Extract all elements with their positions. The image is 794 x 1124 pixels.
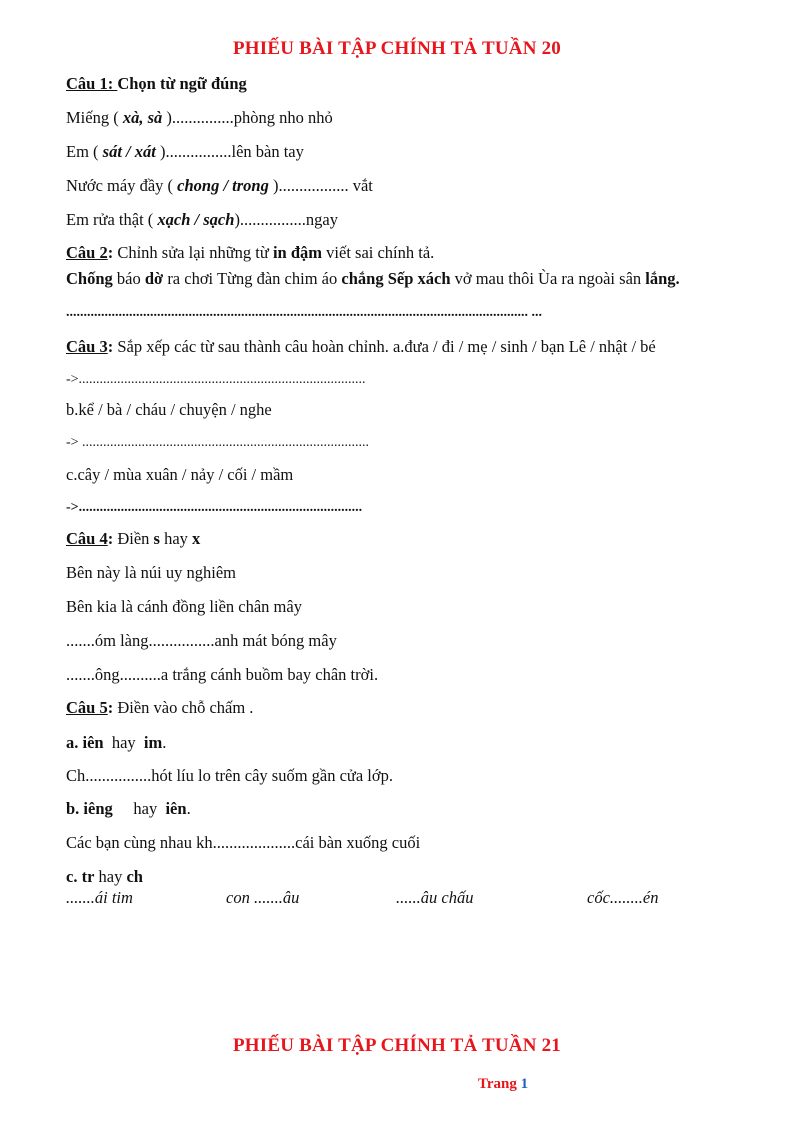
question-5-heading: Câu 5: Điền vào chỗ chấm . xyxy=(66,698,254,717)
exercise-line: Các bạn cùng nhau kh....................cái bàn xuống cuối xyxy=(66,833,421,852)
poem-line: Bên kia là cánh đồng liền chân mây xyxy=(66,597,302,616)
question-2-passage: Chống báo dờ ra chơi Từng đàn chim áo chắng Sếp xách vở mau thôi Ùa ra ngoài sân lắng. xyxy=(66,269,680,288)
answer-line: ->................................................................................. xyxy=(66,500,363,515)
answer-line: -> .................................................................................. xyxy=(66,435,370,450)
page-label: Trang xyxy=(478,1076,521,1092)
question-5-part-b: b. iêng hay iên. xyxy=(66,799,191,818)
option-pair: chong / trong xyxy=(177,176,269,195)
question-5-part-c: c. tr hay ch xyxy=(66,867,143,886)
page-footer xyxy=(478,1076,528,1093)
exercise-line: Ch................hót líu lo trên cây suốm gần cửa lớp. xyxy=(66,766,393,785)
fill-item: con .......âu xyxy=(226,888,300,907)
option-pair: xà, sà xyxy=(122,108,163,127)
option-pair: xạch / sạch xyxy=(157,210,235,229)
question-5-part-a: a. iên hay im. xyxy=(66,733,167,752)
question-1-row: Em ( sát / xát )................lên bàn tay xyxy=(66,142,304,161)
question-2-label: Câu 2 xyxy=(66,243,108,262)
page-number: 1 xyxy=(520,1076,529,1092)
question-1-row: Em rửa thật ( xạch / sạch)................ngay xyxy=(66,210,339,229)
poem-line: .......óm làng................anh mát bóng mây xyxy=(66,631,337,650)
question-3-heading: Câu 3: Sắp xếp các từ sau thành câu hoàn chỉnh. a.đưa / đi / mẹ / sinh / bạn Lê / nhật / bé xyxy=(66,337,656,356)
question-1-instruction: Chọn từ ngữ đúng xyxy=(117,74,247,93)
answer-line: .................................................................................................................................... ... xyxy=(66,305,542,320)
option-pair: sát / xát xyxy=(102,142,156,161)
question-3-part-c: c.cây / mùa xuân / nảy / cối / mầm xyxy=(66,465,294,484)
poem-line: .......ông..........a trắng cánh buồm bay chân trời. xyxy=(66,665,379,684)
question-5-label: Câu 5 xyxy=(66,698,108,717)
page-title: PHIẾU BÀI TẬP CHÍNH TẢ TUẦN 20 xyxy=(232,38,561,59)
fill-item: cốc........én xyxy=(587,888,659,907)
fill-item: .......ái tim xyxy=(66,888,133,907)
question-1-heading xyxy=(66,74,247,94)
question-3-part-b: b.kể / bà / cháu / chuyện / nghe xyxy=(66,400,272,419)
question-1-row: Miếng ( xà, sà )...............phòng nho nhỏ xyxy=(66,108,333,127)
question-3-label: Câu 3 xyxy=(66,337,108,356)
fill-item: ......âu chấu xyxy=(396,888,474,907)
answer-line: ->.................................................................................. xyxy=(66,372,366,387)
question-2-heading: Câu 2: Chỉnh sửa lại những từ in đậm viết sai chính tả. xyxy=(66,243,435,262)
question-1-label: Câu 1: xyxy=(66,74,118,93)
question-4-heading: Câu 4: Điền s hay x xyxy=(66,529,201,548)
question-1-row: Nước máy đầy ( chong / trong )................. vắt xyxy=(66,176,373,195)
question-4-label: Câu 4 xyxy=(66,529,108,548)
poem-line: Bên này là núi uy nghiêm xyxy=(66,563,237,582)
next-page-title: PHIẾU BÀI TẬP CHÍNH TẢ TUẦN 21 xyxy=(232,1035,561,1056)
